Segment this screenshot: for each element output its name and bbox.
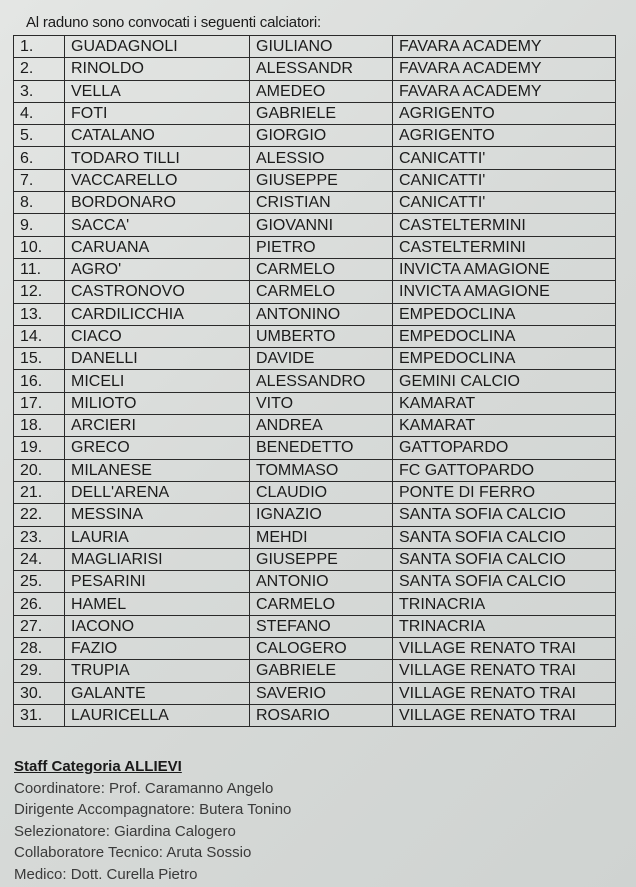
player-number: 24. — [14, 548, 65, 570]
player-first-name: ANTONIO — [250, 571, 393, 593]
player-club: SANTA SOFIA CALCIO — [393, 504, 616, 526]
player-surname: GRECO — [65, 437, 250, 459]
player-surname: VACCARELLO — [65, 169, 250, 191]
player-number: 8. — [14, 192, 65, 214]
player-first-name: GIOVANNI — [250, 214, 393, 236]
player-number: 29. — [14, 660, 65, 682]
player-surname: DANELLI — [65, 348, 250, 370]
table-row — [14, 548, 616, 570]
table-row — [14, 258, 616, 280]
player-number: 31. — [14, 704, 65, 726]
player-surname: MAGLIARISI — [65, 548, 250, 570]
table-row — [14, 281, 616, 303]
player-first-name: TOMMASO — [250, 459, 393, 481]
player-number: 2. — [14, 58, 65, 80]
table-row — [14, 638, 616, 660]
player-club: FC GATTOPARDO — [393, 459, 616, 481]
player-surname: GUADAGNOLI — [65, 36, 250, 58]
player-number: 11. — [14, 258, 65, 280]
player-first-name: IGNAZIO — [250, 504, 393, 526]
player-number: 3. — [14, 80, 65, 102]
player-surname: CIACO — [65, 325, 250, 347]
player-club: FAVARA ACADEMY — [393, 36, 616, 58]
player-first-name: VITO — [250, 392, 393, 414]
player-first-name: UMBERTO — [250, 325, 393, 347]
player-club: PONTE DI FERRO — [393, 481, 616, 503]
player-first-name: BENEDETTO — [250, 437, 393, 459]
player-first-name: GIORGIO — [250, 125, 393, 147]
table-row — [14, 236, 616, 258]
player-club: INVICTA AMAGIONE — [393, 281, 616, 303]
player-surname: BORDONARO — [65, 192, 250, 214]
player-club: AGRIGENTO — [393, 125, 616, 147]
player-surname: LAURICELLA — [65, 704, 250, 726]
player-club: KAMARAT — [393, 415, 616, 437]
player-number: 27. — [14, 615, 65, 637]
player-number: 23. — [14, 526, 65, 548]
player-surname: VELLA — [65, 80, 250, 102]
player-number: 26. — [14, 593, 65, 615]
player-first-name: ALESSANDR — [250, 58, 393, 80]
player-club: AGRIGENTO — [393, 102, 616, 124]
player-number: 5. — [14, 125, 65, 147]
player-number: 14. — [14, 325, 65, 347]
player-club: TRINACRIA — [393, 593, 616, 615]
table-row — [14, 660, 616, 682]
player-club: EMPEDOCLINA — [393, 348, 616, 370]
player-number: 4. — [14, 102, 65, 124]
player-surname: LAURIA — [65, 526, 250, 548]
player-club: FAVARA ACADEMY — [393, 58, 616, 80]
player-first-name: CARMELO — [250, 258, 393, 280]
player-first-name: SAVERIO — [250, 682, 393, 704]
player-club: CANICATTI' — [393, 169, 616, 191]
players-table — [13, 35, 616, 727]
player-club: VILLAGE RENATO TRAI — [393, 638, 616, 660]
player-number: 6. — [14, 147, 65, 169]
player-surname: AGRO' — [65, 258, 250, 280]
player-surname: MESSINA — [65, 504, 250, 526]
table-row — [14, 682, 616, 704]
player-surname: ARCIERI — [65, 415, 250, 437]
table-row — [14, 348, 616, 370]
player-club: CASTELTERMINI — [393, 236, 616, 258]
player-surname: GALANTE — [65, 682, 250, 704]
staff-title: Staff Categoria ALLIEVI — [14, 758, 182, 775]
table-row — [14, 593, 616, 615]
player-first-name: CARMELO — [250, 593, 393, 615]
player-surname: FOTI — [65, 102, 250, 124]
player-surname: TRUPIA — [65, 660, 250, 682]
table-row — [14, 80, 616, 102]
player-surname: MILANESE — [65, 459, 250, 481]
player-club: CANICATTI' — [393, 192, 616, 214]
player-surname: CARDILICCHIA — [65, 303, 250, 325]
staff-section — [14, 756, 291, 885]
player-surname: SACCA' — [65, 214, 250, 236]
player-surname: PESARINI — [65, 571, 250, 593]
table-row — [14, 169, 616, 191]
player-first-name: ROSARIO — [250, 704, 393, 726]
player-number: 21. — [14, 481, 65, 503]
player-first-name: ANDREA — [250, 415, 393, 437]
player-surname: IACONO — [65, 615, 250, 637]
player-first-name: AMEDEO — [250, 80, 393, 102]
table-row — [14, 125, 616, 147]
player-club: SANTA SOFIA CALCIO — [393, 548, 616, 570]
player-first-name: CALOGERO — [250, 638, 393, 660]
players-table-body — [14, 36, 616, 727]
player-surname: CATALANO — [65, 125, 250, 147]
player-first-name: MEHDI — [250, 526, 393, 548]
player-club: TRINACRIA — [393, 615, 616, 637]
player-first-name: GIUSEPPE — [250, 169, 393, 191]
table-row — [14, 571, 616, 593]
player-surname: CARUANA — [65, 236, 250, 258]
player-number: 15. — [14, 348, 65, 370]
player-surname: HAMEL — [65, 593, 250, 615]
staff-manager: Dirigente Accompagnatore: Butera Tonino — [14, 801, 292, 818]
player-surname: CASTRONOVO — [65, 281, 250, 303]
table-row — [14, 437, 616, 459]
player-first-name: GIUSEPPE — [250, 548, 393, 570]
player-number: 10. — [14, 236, 65, 258]
staff-technical-assistant: Collaboratore Tecnico: Aruta Sossio — [14, 844, 252, 861]
table-row — [14, 704, 616, 726]
player-club: EMPEDOCLINA — [393, 303, 616, 325]
player-number: 12. — [14, 281, 65, 303]
table-row — [14, 481, 616, 503]
player-club: SANTA SOFIA CALCIO — [393, 526, 616, 548]
player-first-name: DAVIDE — [250, 348, 393, 370]
player-first-name: STEFANO — [250, 615, 393, 637]
table-row — [14, 370, 616, 392]
player-first-name: ALESSANDRO — [250, 370, 393, 392]
player-club: KAMARAT — [393, 392, 616, 414]
table-row — [14, 392, 616, 414]
player-first-name: CARMELO — [250, 281, 393, 303]
table-row — [14, 415, 616, 437]
player-club: CASTELTERMINI — [393, 214, 616, 236]
player-first-name: ANTONINO — [250, 303, 393, 325]
player-number: 18. — [14, 415, 65, 437]
player-surname: TODARO TILLI — [65, 147, 250, 169]
player-first-name: ALESSIO — [250, 147, 393, 169]
player-number: 17. — [14, 392, 65, 414]
table-row — [14, 192, 616, 214]
table-row — [14, 325, 616, 347]
player-surname: MICELI — [65, 370, 250, 392]
player-first-name: GABRIELE — [250, 660, 393, 682]
player-number: 1. — [14, 36, 65, 58]
table-row — [14, 102, 616, 124]
player-number: 16. — [14, 370, 65, 392]
table-row — [14, 36, 616, 58]
player-club: CANICATTI' — [393, 147, 616, 169]
player-number: 7. — [14, 169, 65, 191]
player-club: INVICTA AMAGIONE — [393, 258, 616, 280]
staff-coordinator: Coordinatore: Prof. Caramanno Angelo — [14, 779, 274, 797]
player-number: 20. — [14, 459, 65, 481]
player-number: 25. — [14, 571, 65, 593]
player-club: FAVARA ACADEMY — [393, 80, 616, 102]
player-club: VILLAGE RENATO TRAI — [393, 660, 616, 682]
table-row — [14, 214, 616, 236]
player-surname: DELL'ARENA — [65, 481, 250, 503]
player-club: EMPEDOCLINA — [393, 325, 616, 347]
player-number: 9. — [14, 214, 65, 236]
player-first-name: CRISTIAN — [250, 192, 393, 214]
player-number: 28. — [14, 638, 65, 660]
player-number: 22. — [14, 504, 65, 526]
player-club: VILLAGE RENATO TRAI — [393, 682, 616, 704]
player-first-name: GABRIELE — [250, 102, 393, 124]
staff-doctor: Medico: Dott. Curella Pietro — [14, 865, 198, 883]
player-club: SANTA SOFIA CALCIO — [393, 571, 616, 593]
table-row — [14, 58, 616, 80]
player-first-name: PIETRO — [250, 236, 393, 258]
table-row — [14, 303, 616, 325]
player-club: VILLAGE RENATO TRAI — [393, 704, 616, 726]
player-club: GATTOPARDO — [393, 437, 616, 459]
player-surname: RINOLDO — [65, 58, 250, 80]
table-row — [14, 526, 616, 548]
player-club: GEMINI CALCIO — [393, 370, 616, 392]
table-row — [14, 459, 616, 481]
staff-selector: Selezionatore: Giardina Calogero — [14, 822, 236, 840]
table-row — [14, 147, 616, 169]
player-number: 13. — [14, 303, 65, 325]
player-number: 19. — [14, 437, 65, 459]
player-first-name: CLAUDIO — [250, 481, 393, 503]
table-row — [14, 504, 616, 526]
table-row — [14, 615, 616, 637]
player-number: 30. — [14, 682, 65, 704]
player-first-name: GIULIANO — [250, 36, 393, 58]
player-surname: FAZIO — [65, 638, 250, 660]
intro-text: Al raduno sono convocati i seguenti calciatori: — [26, 14, 321, 31]
player-surname: MILIOTO — [65, 392, 250, 414]
